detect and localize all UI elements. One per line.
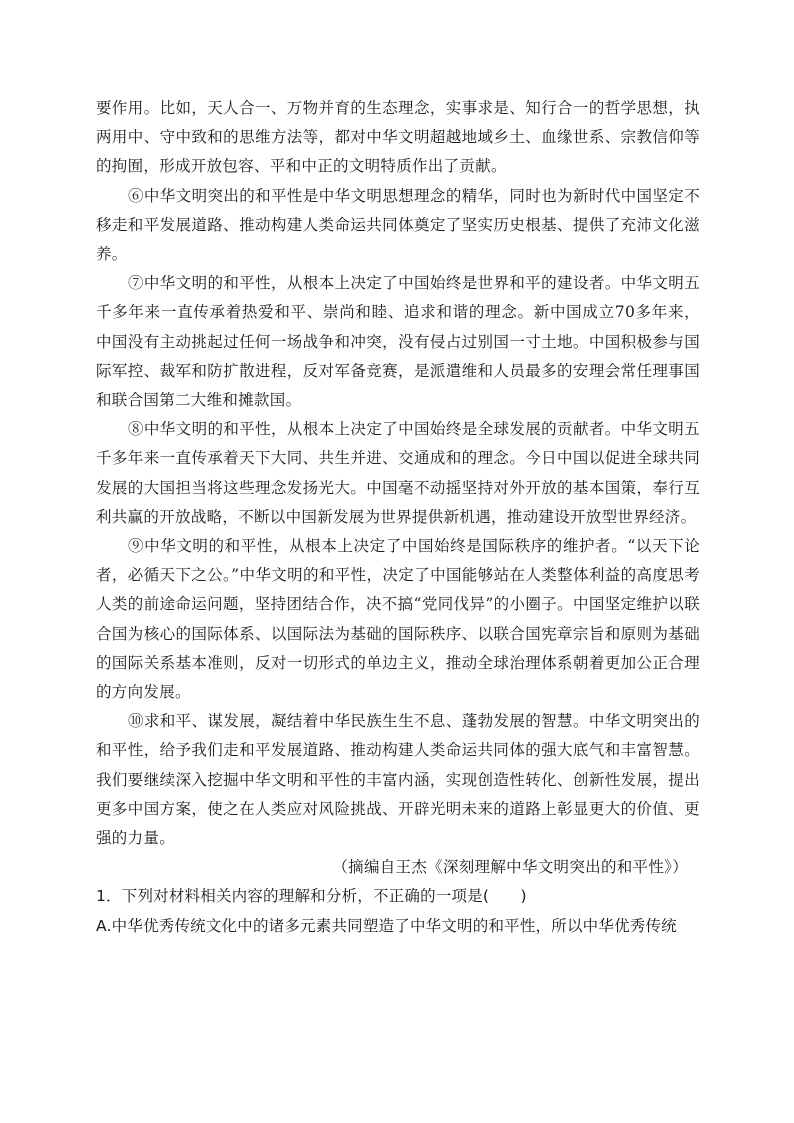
question-1-option-a: A.中华优秀传统文化中的诸多元素共同塑造了中华文明的和平性，所以中华优秀传统 — [96, 916, 677, 935]
paragraph-7: ⑦中华文明的和平性，从根本上决定了中国始终是世界和平的建设者。中华文明五千多年来一直传承着热爱和平、崇尚和睦、追求和谐的理念。新中国成立70多年来，中国没有主动挑起过任何一场战争和冲突，没有侵占过别国一寸土地。中国积极参与国际军控、裁军和防扩散进程，反对军备竞赛，是派遣维和人员最多的安理会常任理事国和联合国第二大维和摊款国。 — [96, 274, 700, 410]
document-page — [96, 94, 700, 941]
paragraph-10: ⑩求和平、谋发展，凝结着中华民族生生不息、蓬勃发展的智慧。中华文明突出的和平性，给予我们走和平发展道路、推动构建人类命运共同体的强大底气和丰富智慧。我们要继续深入挖掘中华文明和平性的丰富内涵，实现创造性转化、创新性发展，提出更多中国方案，使之在人类应对风险挑战、开辟光明未来的道路上彰显更大的价值、更强的力量。 — [96, 712, 700, 848]
paragraph-5-continued: 要作用。比如，天人合一、万物并育的生态理念，实事求是、知行合一的哲学思想，执两用中、守中致和的思维方法等，都对中华文明超越地域乡土、血缘世系、宗教信仰等的拘囿，形成开放包容、平和中正的文明特质作出了贡献。 — [96, 99, 700, 176]
paragraph-9: ⑨中华文明的和平性，从根本上决定了中国始终是国际秩序的维护者。“以天下论者，必循天下之公。”中华文明的和平性，决定了中国能够站在人类整体利益的高度思考人类的前途命运问题，坚持团结合作，决不搞“党同伐异”的小圈子。中国坚定维护以联合国为核心的国际体系、以国际法为基础的国际秩序、以联合国宪章宗旨和原则为基础的国际关系基本准则，反对一切形式的单边主义，推动全球治理体系朝着更加公正合理的方向发展。 — [96, 537, 700, 702]
article-source: （摘编自王杰《深刻理解中华文明突出的和平性》） — [332, 858, 688, 877]
paragraph-6: ⑥中华文明突出的和平性是中华文明思想理念的精华，同时也为新时代中国坚定不移走和平发展道路、推动构建人类命运共同体奠定了坚实历史根基、提供了充沛文化滋养。 — [96, 186, 700, 264]
question-1-stem: 1．下列对材料相关内容的理解和分析，不正确的一项是( ) — [96, 887, 527, 906]
paragraph-8: ⑧中华文明的和平性，从根本上决定了中国始终是全球发展的贡献者。中华文明五千多年来一直传承着天下大同、共生并进、交通成和的理念。今日中国以促进全球共同发展的大国担当将这些理念发扬光大。中国毫不动摇坚持对外开放的基本国策，奉行互利共赢的开放战略，不断以中国新发展为世界提供新机遇，推动建设开放型世界经济。 — [96, 420, 700, 526]
